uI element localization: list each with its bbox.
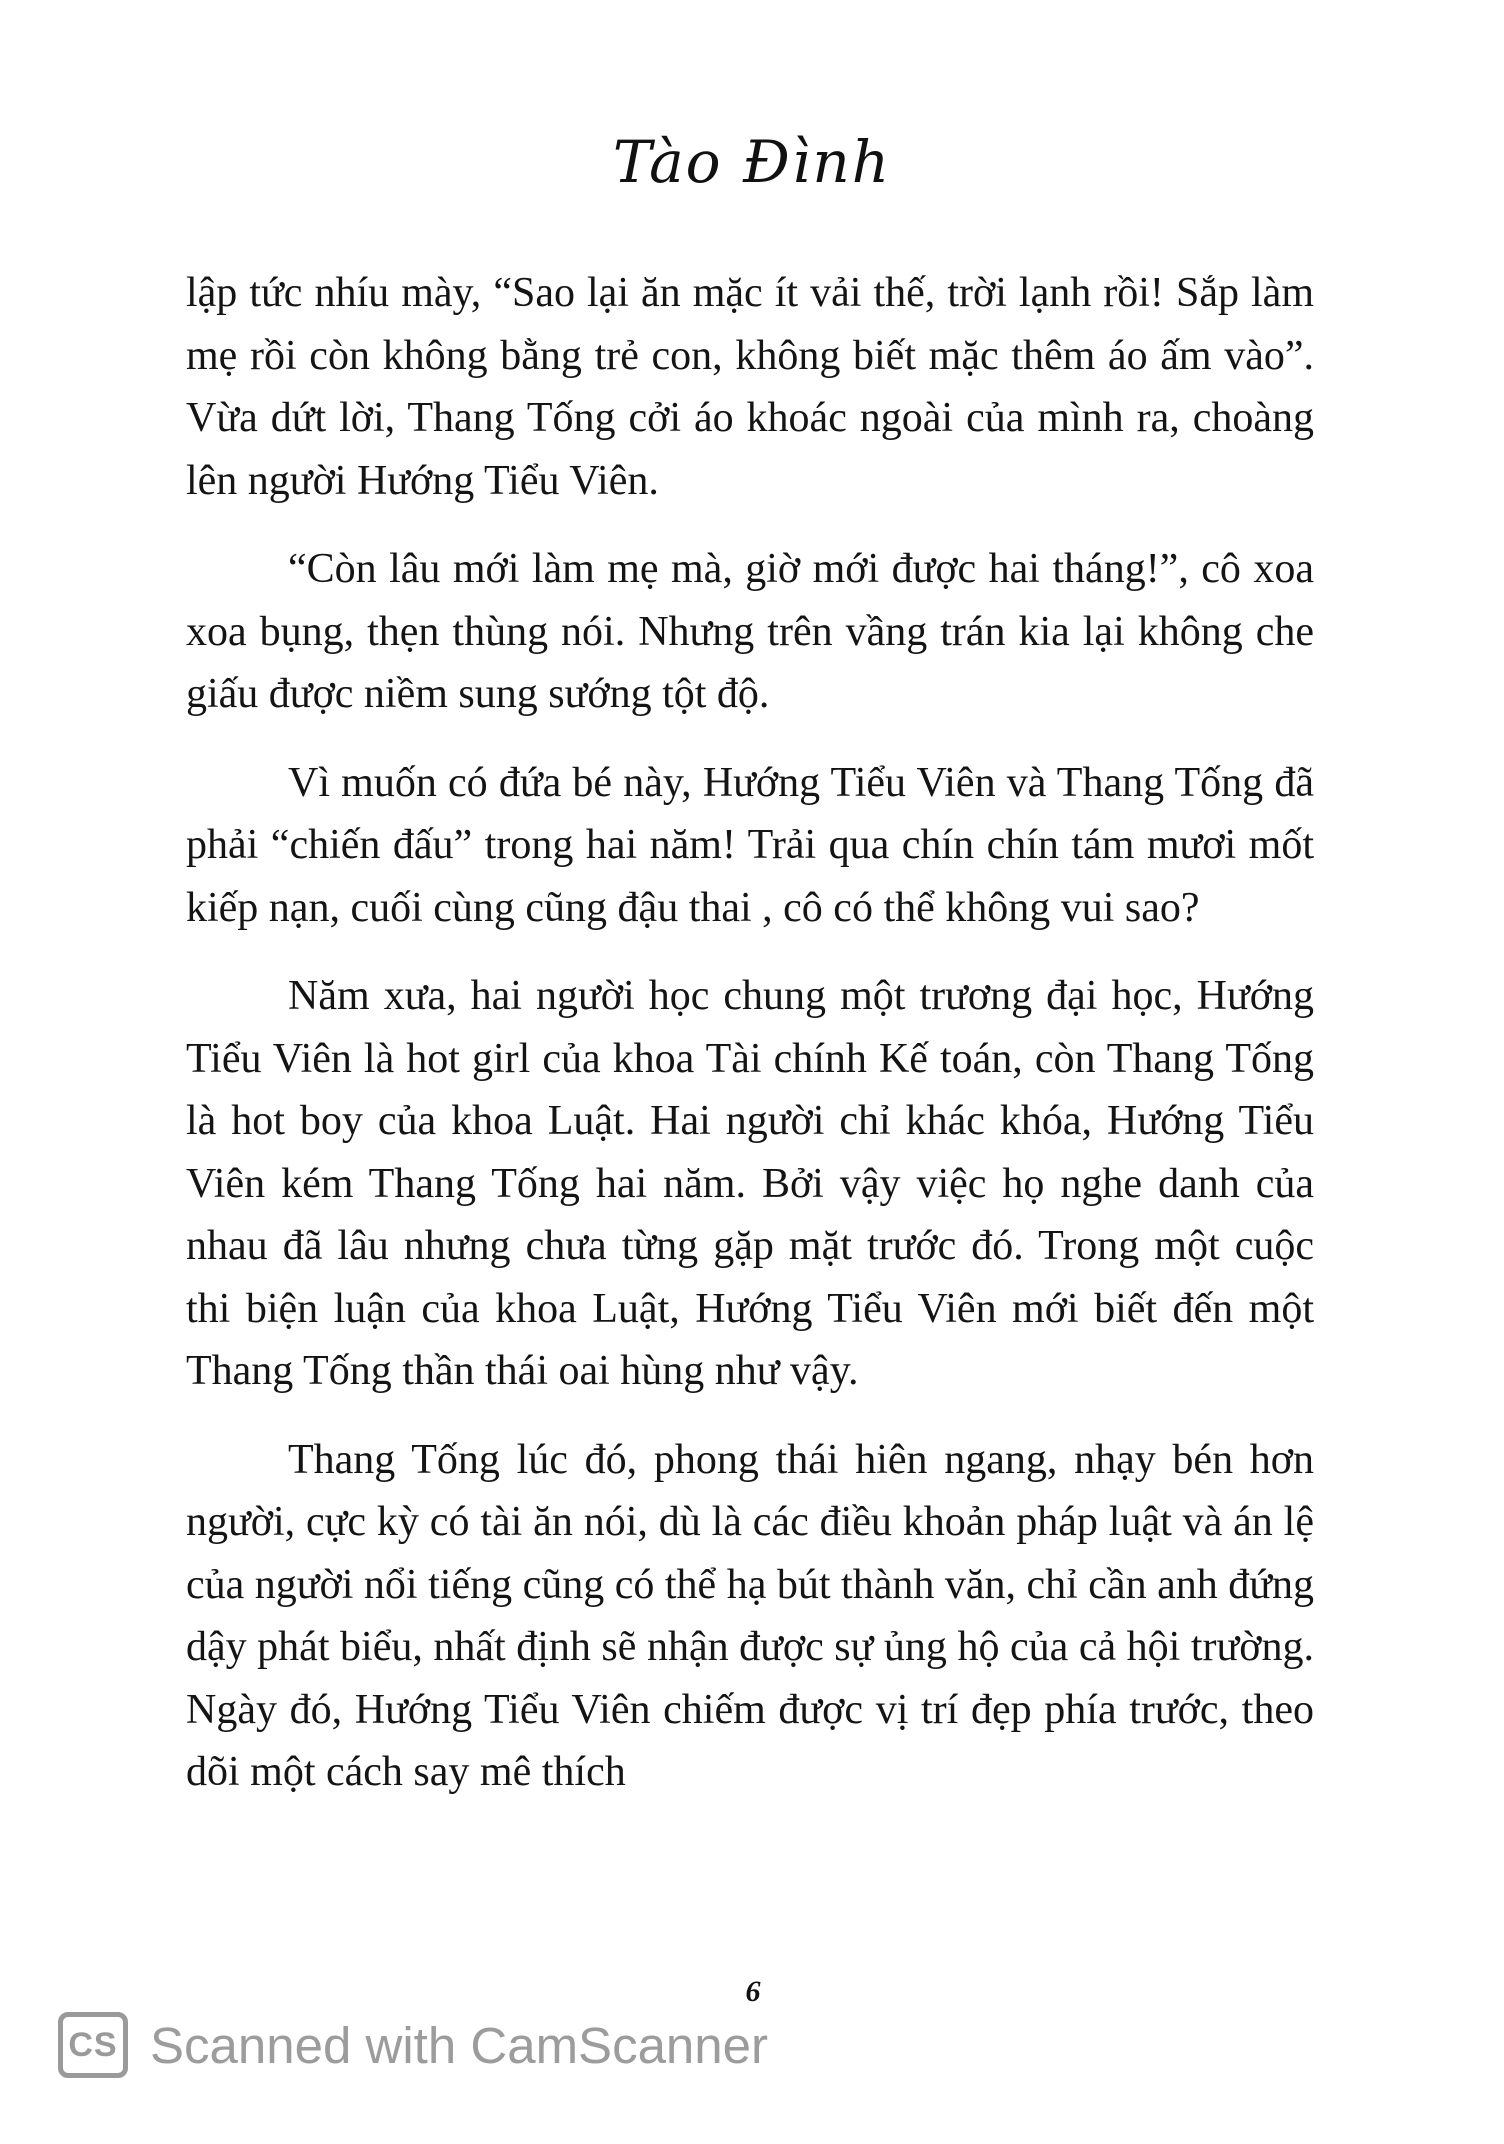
paragraph-5: Thang Tống lúc đó, phong thái hiên ngang, nhạy bén hơn người, cực kỳ có tài ăn nói, dù là các điều khoản pháp luật và án lệ của người nổi tiếng cũng có thể hạ bút thành văn, chỉ cần anh đứng dậy phát biểu, nhất định sẽ nhận được sự ủng hộ của cả hội trường. Ngày đó, Hướng Tiểu Viên chiếm được vị trí đẹp phía trước, theo dõi một cách say mê thích — [186, 1436, 1314, 1795]
paragraph-3: Vì muốn có đứa bé này, Hướng Tiểu Viên và Thang Tống đã phải “chiến đấu” trong hai năm! Trải qua chín chín tám mươi mốt kiếp nạn, cuối cùng cũng đậu thai , cô có thể không vui sao? — [186, 759, 1314, 931]
camscanner-watermark — [58, 2012, 768, 2078]
camscanner-logo-icon: CS — [58, 2012, 128, 2078]
body-text — [186, 262, 1314, 1830]
paragraph-2: “Còn lâu mới làm mẹ mà, giờ mới được hai tháng!”, cô xoa xoa bụng, thẹn thùng nói. Nhưng trên vầng trán kia lại không che giấu được niềm sung sướng tột độ. — [186, 546, 1314, 717]
paragraph-4: Năm xưa, hai người học chung một trương đại học, Hướng Tiểu Viên là hot girl của khoa Tài chính Kế toán, còn Thang Tống là hot boy của khoa Luật. Hai người chỉ khác khóa, Hướng Tiểu Viên kém Thang Tống hai năm. Bởi vậy việc họ nghe danh của nhau đã lâu nhưng chưa từng gặp mặt trước đó. Trong một cuộc thi biện luận của khoa Luật, Hướng Tiểu Viên mới biết đến một Thang Tống thần thái oai hùng như vậy. — [186, 973, 1314, 1394]
paragraph-1: lập tức nhíu mày, “Sao lại ăn mặc ít vải thế, trời lạnh rồi! Sắp làm mẹ rồi còn không bằng trẻ con, không biết mặc thêm áo ấm vào”. Vừa dứt lời, Thang Tống cởi áo khoác ngoài của mình ra, choàng lên người Hướng Tiểu Viên. — [186, 270, 1314, 504]
running-header-title: Tào Đình — [612, 128, 892, 196]
watermark-text: Scanned with CamScanner — [150, 2016, 769, 2074]
page-number: 6 — [745, 1975, 761, 2008]
